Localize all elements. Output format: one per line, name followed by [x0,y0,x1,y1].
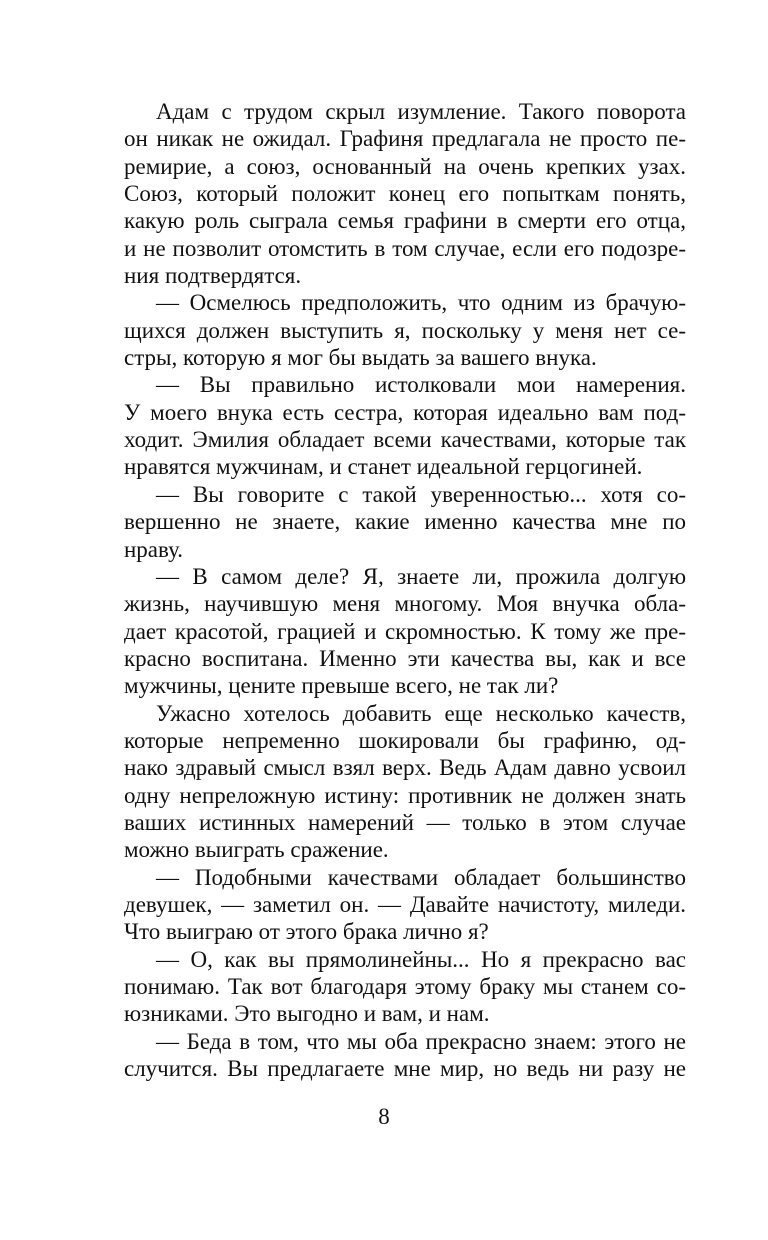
text-line: юзниками. Это выгодно и вам, и нам. [124,1001,490,1027]
text-line: он никак не ожидал. Графиня предлагала не просто пе- [124,126,686,152]
paragraph [124,946,686,1028]
text-line: — В самом деле? Я, знаете ли, прожила долгую [156,563,686,589]
text-line: Что выиграю от этого брака лично я? [124,919,489,945]
paragraph [124,700,686,864]
text-line: нако здравый смысл взял верх. Ведь Адам давно усвоил [124,755,686,781]
text-line: ремирие, а союз, основанный на очень крепких узах. [124,153,686,179]
text-line: жизнь, научившую меня многому. Моя внучка обла- [124,591,686,617]
text-line: стры, которую я мог бы выдать за вашего внука. [124,345,597,371]
text-line: Адам с трудом скрыл изумление. Такого поворота [156,99,686,124]
text-line: нравятся мужчинам, и станет идеальной герцогиней. [124,454,643,480]
text-line: которые непременно шокировали бы графиню, од- [124,727,686,753]
text-line: щихся должен выступить я, поскольку у меня нет се- [124,317,686,343]
text-line: — Подобными качествами обладает большинство [156,864,686,890]
text-line: мужчины, цените превыше всего, не так ли? [124,673,559,699]
text-line: — О, как вы прямолинейны... Но я прекрасно вас [156,946,686,972]
text-line: и не позволит отомстить в том случае, если его подозре- [124,235,686,261]
text-line: — Беда в том, что мы оба прекрасно знаем: этого не [156,1028,686,1054]
page-body-text [124,98,686,1082]
text-line: понимаю. Так вот благодаря этому браку мы станем со- [124,974,686,999]
page-number: 8 [378,1104,390,1129]
text-line: — Осмелюсь предположить, что одним из брачую- [156,290,686,316]
text-line: ния подтвердятся. [124,263,302,289]
paragraph [124,371,686,480]
text-line: — Вы правильно истолковали мои намерения. [156,372,686,398]
text-line: Союз, который положит конец его попыткам понять, [124,181,686,207]
text-line: ходит. Эмилия обладает всеми качествами, которые так [124,427,686,453]
text-line: какую роль сыграла семья графини в смерти его отца, [124,208,686,234]
text-line: У моего внука есть сестра, которая идеально вам под- [124,399,686,425]
text-line: — Вы говорите с такой уверенностью... хотя со- [156,481,686,507]
text-line: вершенно не знаете, какие именно качества мне по [124,509,686,535]
text-line: ваших истинных намерений — только в этом случае [124,809,686,835]
text-line: случится. Вы предлагаете мне мир, но ведь ни разу не [124,1056,686,1082]
text-line: дает красотой, грацией и скромностью. К тому же пре- [124,618,686,644]
paragraph [124,481,686,563]
text-line: девушек, — заметил он. — Давайте начистоту, миледи. [124,891,686,917]
text-line: красно воспитана. Именно эти качества вы, как и все [124,645,686,671]
paragraph [124,864,686,946]
text-line: одну непреложную истину: противник не должен знать [124,782,686,808]
text-line: нраву. [124,536,184,562]
paragraph [124,563,686,700]
paragraph [124,1028,686,1083]
paragraph [124,289,686,371]
paragraph [124,98,686,289]
text-line: Ужасно хотелось добавить еще несколько качеств, [156,700,686,726]
text-line: можно выиграть сражение. [124,837,389,863]
